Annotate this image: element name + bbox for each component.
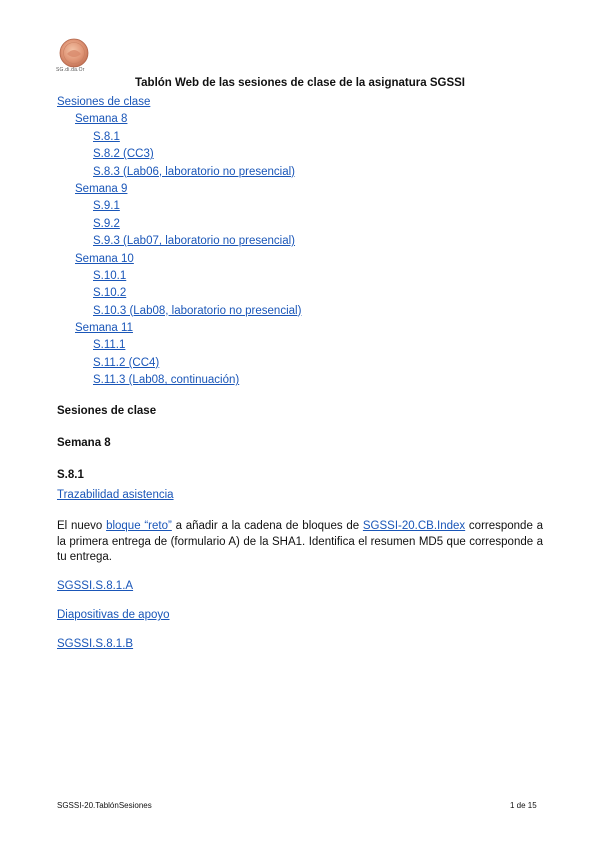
toc-link-s-8-1[interactable]: S.8.1: [93, 130, 120, 143]
toc-link-s-9-1[interactable]: S.9.1: [93, 200, 120, 213]
table-of-contents: [57, 94, 301, 390]
toc-link-semana-10[interactable]: Semana 10: [75, 252, 134, 265]
slides-link[interactable]: Diapositivas de apoyo: [57, 609, 170, 621]
toc-link-semana-11[interactable]: Semana 11: [75, 322, 133, 335]
toc-link-sesiones-de-clase[interactable]: Sesiones de clase: [57, 96, 151, 108]
attendance-link[interactable]: Trazabilidad asistencia: [57, 489, 174, 501]
logo-caption: SG.di.da.Or: [56, 67, 85, 73]
sgssi-s-8-1-b-link[interactable]: SGSSI.S.8.1.B: [57, 638, 134, 650]
paragraph-text: El nuevo: [57, 520, 107, 532]
footer-page-number: 1 de 15: [510, 801, 537, 810]
toc-link-semana-9[interactable]: Semana 9: [75, 182, 128, 195]
section-heading: Sesiones de clase: [57, 405, 157, 417]
session-description: [57, 519, 543, 566]
toc-link-semana-8[interactable]: Semana 8: [75, 113, 128, 126]
toc-link-s-10-1[interactable]: S.10.1: [93, 269, 127, 282]
toc-link-s-8-3[interactable]: S.8.3 (Lab06, laboratorio no presencial): [93, 165, 296, 178]
toc-link-s-9-2[interactable]: S.9.2: [93, 217, 120, 230]
session-heading: S.8.1: [57, 469, 84, 481]
blockchain-index-link[interactable]: SGSSI-20.CB.Index: [362, 520, 466, 532]
week-heading: Semana 8: [57, 437, 111, 449]
paragraph-text: a añadir a la cadena de bloques de: [171, 520, 363, 532]
toc-link-s-11-1[interactable]: S.11.1: [93, 339, 126, 352]
sgssi-s-8-1-a-link[interactable]: SGSSI.S.8.1.A: [57, 580, 134, 592]
paragraph-text: corresponde a la primera entrega de (formulario A) de la SHA1. Identifica el resumen MD5 que corresponde a tu entrega.: [57, 520, 543, 564]
toc-link-s-8-2[interactable]: S.8.2 (CC3): [93, 148, 154, 161]
toc-link-s-11-2[interactable]: S.11.2 (CC4): [93, 356, 160, 369]
toc-link-s-11-3[interactable]: S.11.3 (Lab08, continuación): [93, 374, 240, 387]
toc-link-s-10-2[interactable]: S.10.2: [93, 287, 127, 300]
page-title: Tablón Web de las sesiones de clase de la asignatura SGSSI: [134, 77, 465, 89]
bloque-reto-link[interactable]: bloque “reto”: [106, 520, 172, 532]
toc-link-s-10-3[interactable]: S.10.3 (Lab08, laboratorio no presencial): [93, 304, 302, 317]
toc-link-s-9-3[interactable]: S.9.3 (Lab07, laboratorio no presencial): [93, 235, 296, 248]
footer-document-name: SGSSI-20.TablónSesiones: [57, 801, 152, 810]
